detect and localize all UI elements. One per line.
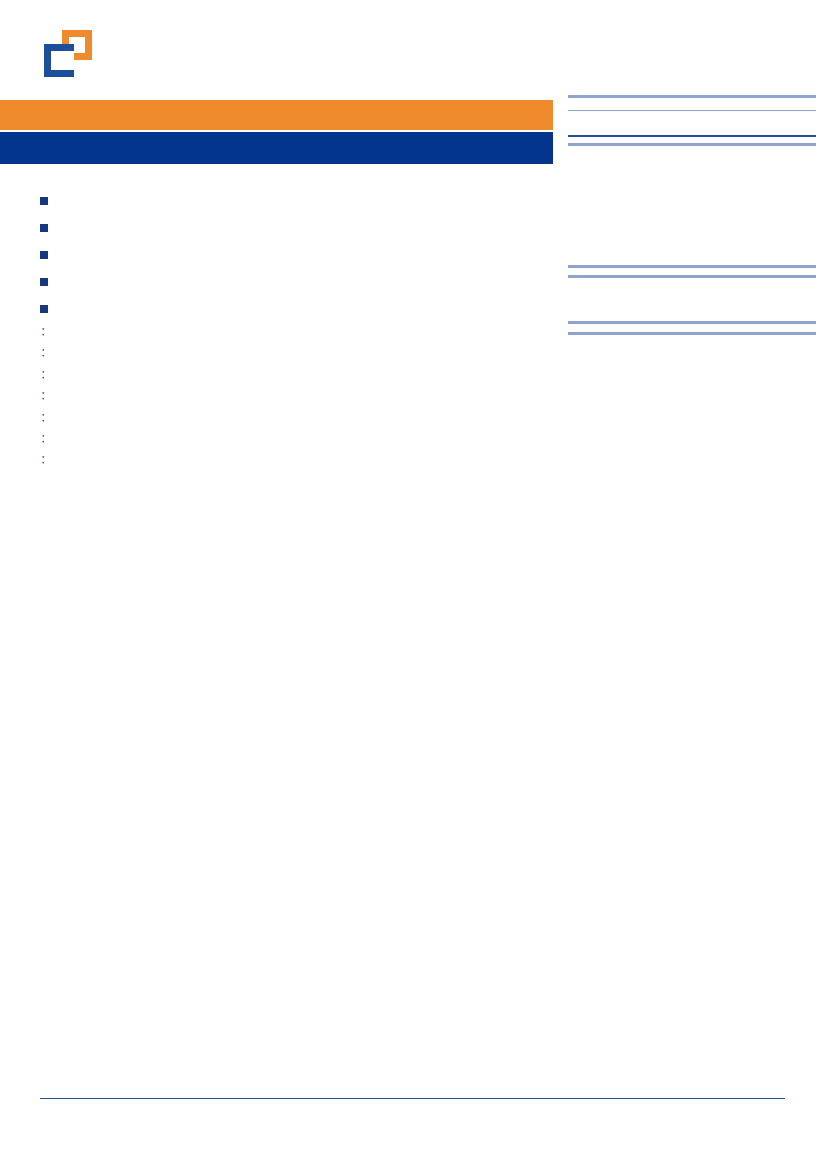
recommendation-row: ： [40,431,55,448]
square-bullet-icon [40,278,48,286]
industry-performance-chart [568,146,816,265]
recommendation-row: ： [40,345,55,362]
article-body [0,193,553,472]
main-content-column [0,100,553,472]
sector-bar [0,130,553,164]
page-footer [40,1098,785,1105]
rating-maintain [568,123,816,135]
section-heading-subsectors [40,274,515,292]
section-heading-profitability [40,220,515,238]
chart-svg [568,154,814,258]
row-label [568,296,816,302]
legend-item [659,150,685,153]
divider [568,275,816,278]
date-bar [0,100,553,130]
table-row [568,296,816,302]
section-heading-operations [40,247,515,265]
investment-rating-row [568,111,816,123]
company-logo [42,28,108,80]
returns-table [568,284,816,302]
legend-swatch-icon [659,150,681,153]
recommendation-row: ： [40,452,55,469]
sidebar-column [568,95,816,335]
divider [568,332,816,335]
square-bullet-icon [40,224,48,232]
recommendation-row: ： [40,388,55,405]
page-title [0,164,553,184]
footer-body [40,1099,785,1105]
legend-item [699,150,725,153]
recommendation-row: ： [40,324,55,340]
square-bullet-icon [40,305,48,313]
legend-swatch-icon [699,150,721,153]
related-reports-title [568,324,816,332]
square-bullet-icon [40,251,48,259]
section-heading-growth [40,193,515,211]
chart-source [568,268,816,275]
square-bullet-icon [40,197,48,205]
logo-blue-square-icon [44,44,74,77]
recommendation-row: ： [40,366,55,383]
section-heading-recommendations [40,301,515,319]
recommendation-row: ： [40,409,55,426]
report-subtitle [568,102,816,110]
logo-mark-icon [42,28,98,80]
chart-legend [568,150,816,153]
